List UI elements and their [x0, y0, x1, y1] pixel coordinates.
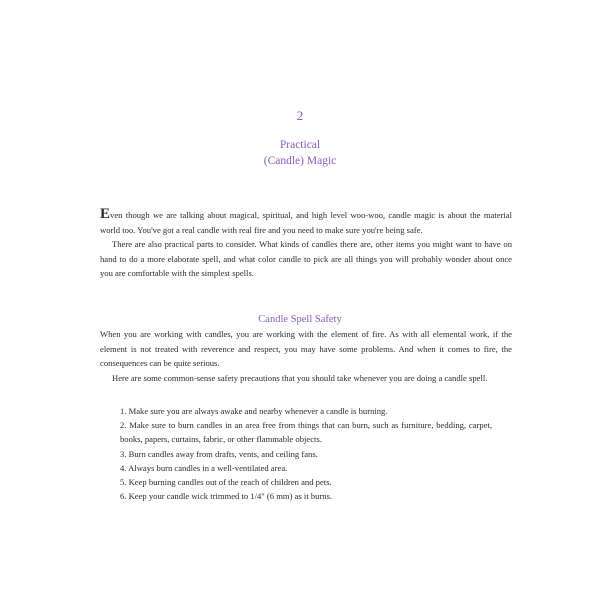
intro-section — [100, 208, 512, 281]
list-item: 6. Keep your candle wick trimmed to 1/4" (6 mm) as it burns. — [120, 491, 333, 502]
list-item: 1. Make sure you are always awake and nearby whenever a candle is burning. — [120, 406, 388, 416]
safety-paragraph-2: Here are some common-sense safety precautions that you should take whenever you are doing a candle spell. — [112, 372, 488, 383]
safety-section — [100, 327, 512, 385]
list-item: 3. Burn candles away from drafts, vents, and ceiling fans. — [120, 448, 318, 459]
chapter-title — [0, 137, 600, 169]
chapter-title-line-2: (Candle) Magic — [263, 155, 337, 167]
intro-paragraph-1-text: ven though we are talking about magical, spiritual, and high level woo-woo, candle magic is about the material world too. You've got a real candle with real fire and you need to make sure you're being safe. — [100, 210, 512, 235]
list-item: 4. Always burn candles in a well-ventilated area. — [120, 462, 288, 473]
intro-paragraph-1 — [100, 208, 512, 237]
intro-paragraph-2: There are also practical parts to consider. What kinds of candles there are, other items you might want to have on hand to do a more elaborate spell, and what color candle to pick are all things you will probably wonder about once you are comfortable with the simplest spells. — [100, 239, 512, 278]
list-item: 2. Make sure to burn candles in an area free from things that can burn, such as furniture, bedding, carpet, books, papers, curtains, fabric, or other flammable objects. — [120, 420, 492, 445]
section-heading: Candle Spell Safety — [258, 314, 342, 325]
safety-list — [120, 404, 492, 503]
list-item: 5. Keep burning candles out of the reach of children and pets. — [120, 477, 332, 488]
chapter-title-line-1: Practical — [279, 139, 321, 151]
chapter-number: 2 — [296, 108, 304, 123]
drop-cap: E — [100, 206, 111, 222]
safety-paragraph-1: When you are working with candles, you are working with the element of fire. As with all elemental work, if the element is not treated with reverence and respect, you may have some problems. And when it comes to fire, the consequences can be quite serious. — [100, 329, 512, 368]
